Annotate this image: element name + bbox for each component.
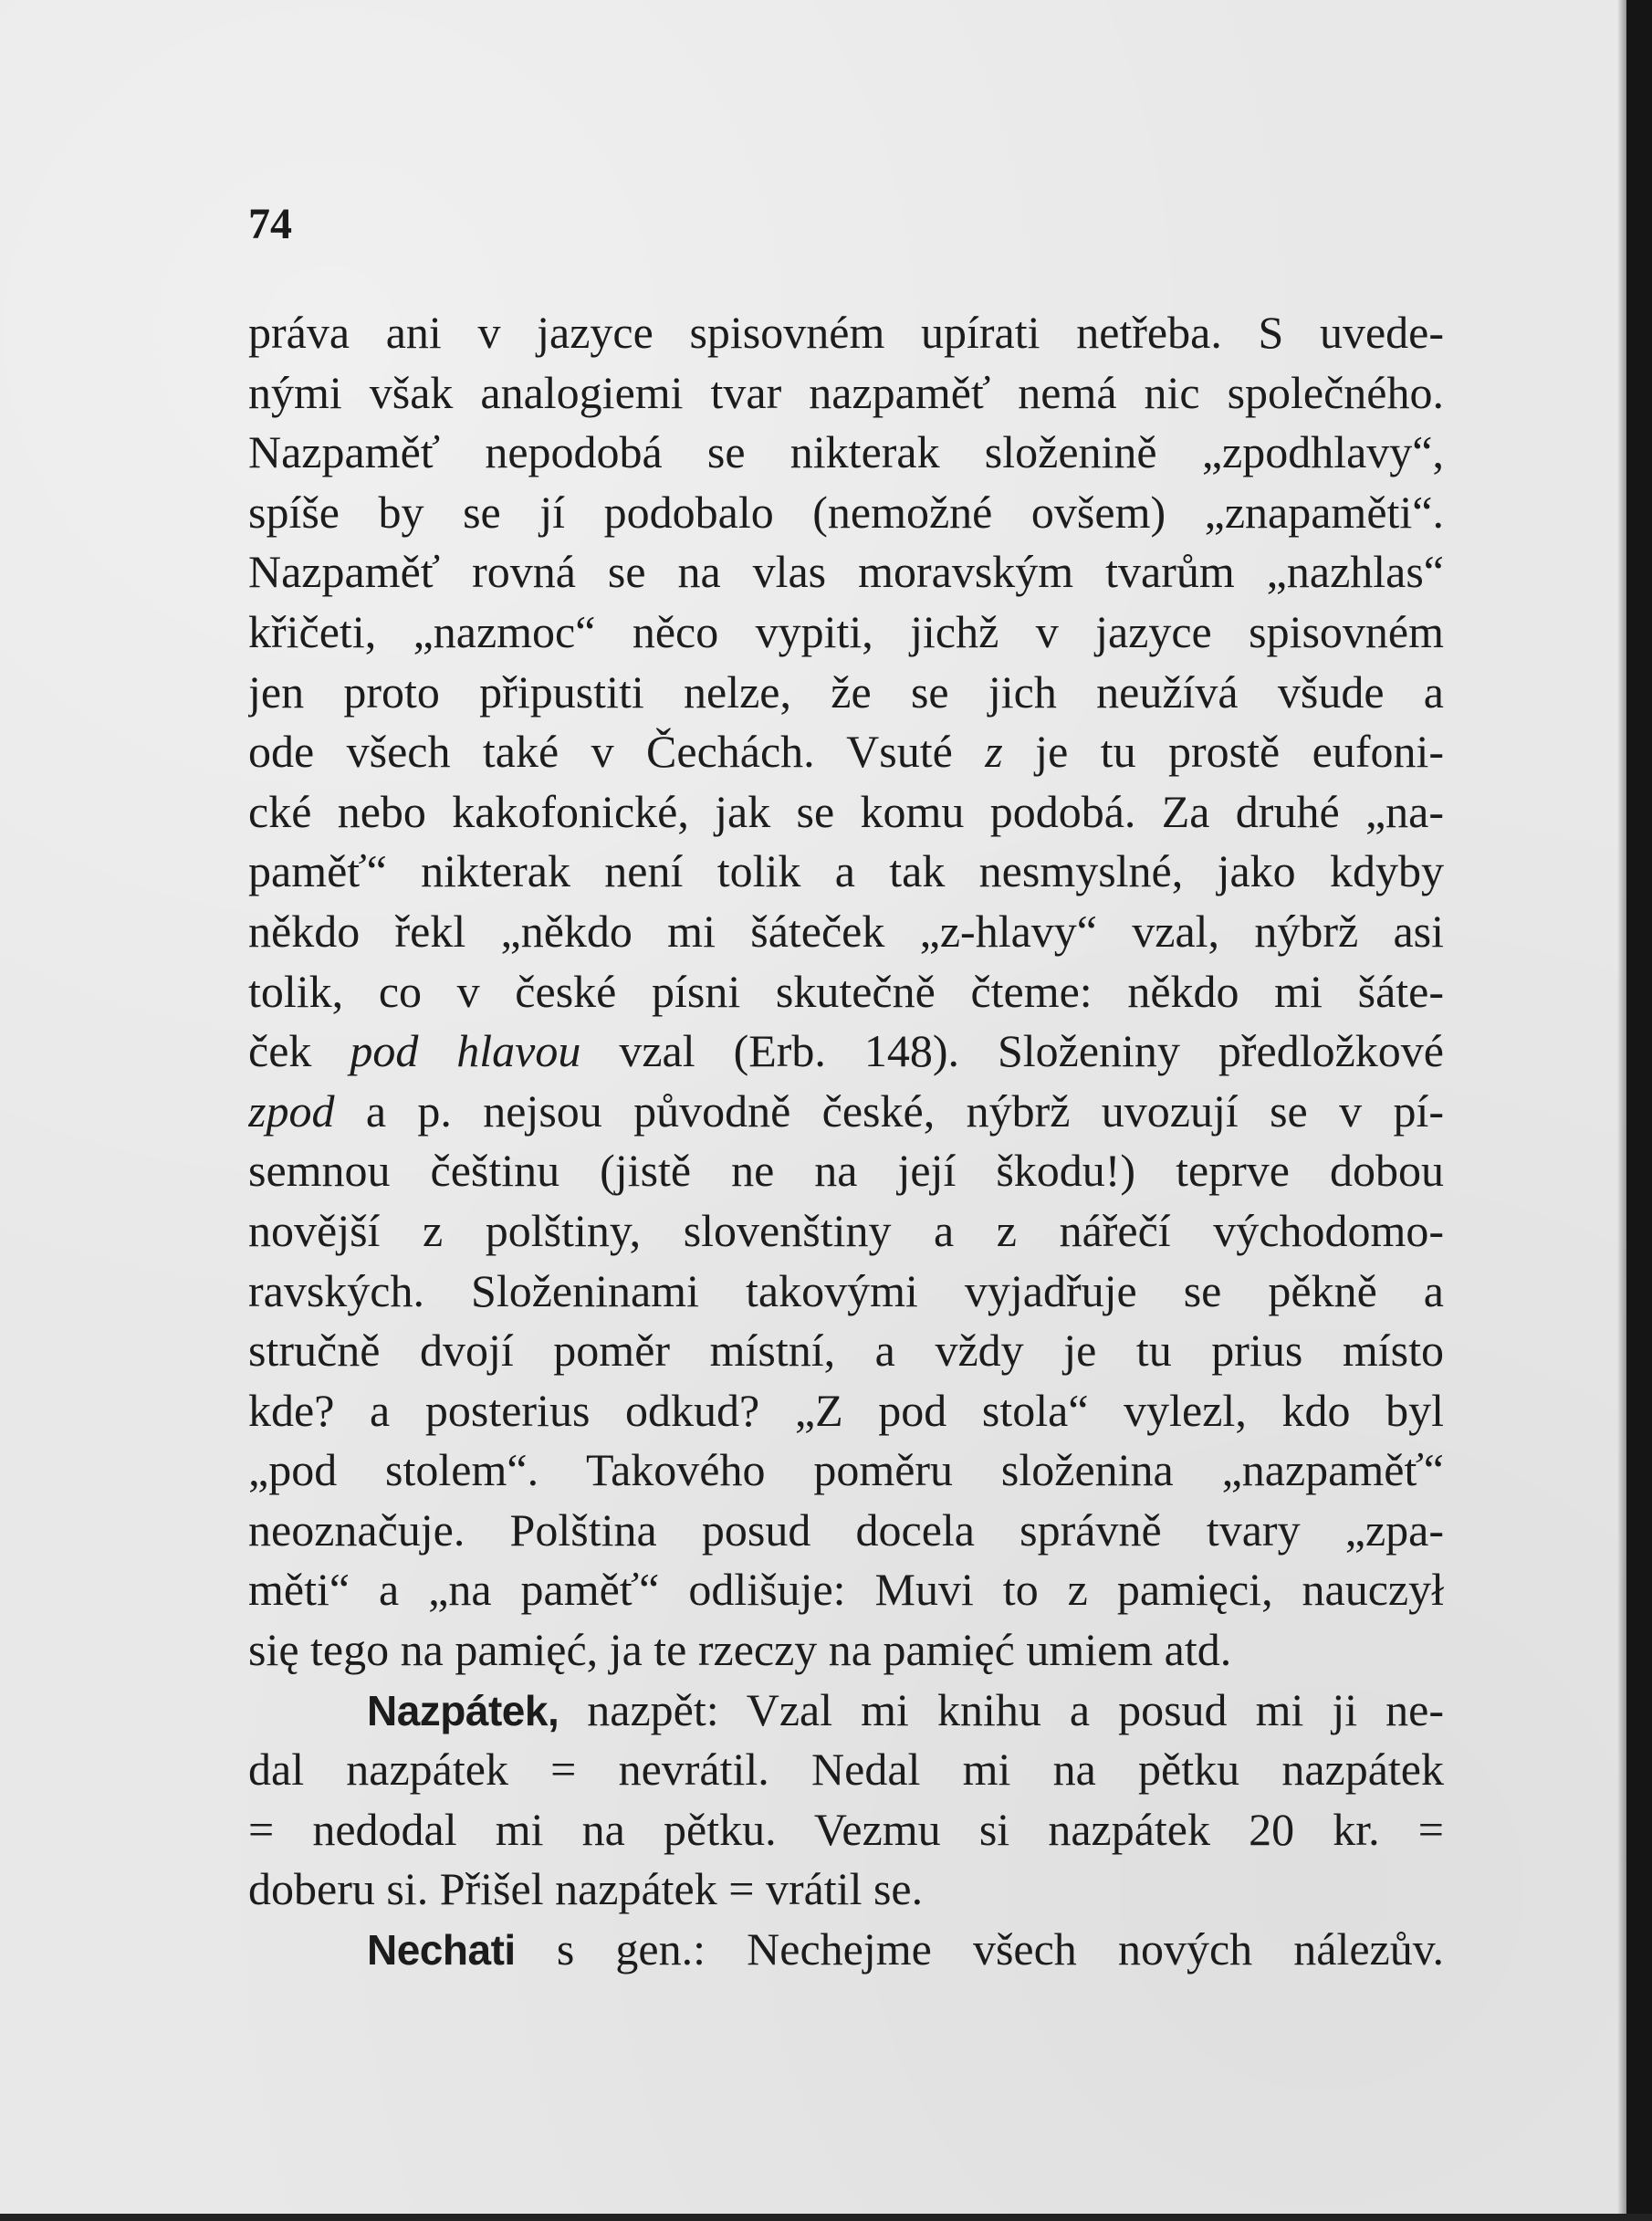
entry-headword: Nechati [367,1926,516,1975]
dictionary-entry-nazpatek [248,1681,1444,1741]
text-segment: s gen.: Nechejme všech nových nálezův. [556,1923,1444,1975]
text-line: měti“ a „na paměť“ odlišuje: Muvi to z pamięci, nauczył [248,1564,1444,1616]
text-line: spíše by se jí podobalo (nemožné ovšem) „znapaměti“. [248,486,1444,538]
text-line: kde? a posterius odkud? „Z pod stola“ vylezl, kdo byl [248,1384,1444,1436]
italic-term: z [985,726,1003,778]
text-line: práva ani v jazyce spisovném upírati netřeba. S uvede- [248,307,1444,358]
text-line: = nedodal mi na pětku. Vezmu si nazpátek 20 kr. = [248,1803,1444,1855]
text-line-with-italic [248,1021,1444,1082]
text-line: paměť“ nikterak není tolik a tak nesmyslné, jako kdyby [248,845,1444,897]
text-segment: je tu prostě eufoni- [1035,726,1444,778]
text-line: někdo řekl „někdo mi šáteček „z-hlavy“ vzal, nýbrž asi [248,905,1444,957]
book-spine [1626,0,1652,2221]
text-line: jen proto připustiti nelze, že se jich neužívá všude a [248,665,1444,718]
text-line: cké nebo kakofonické, jak se komu podobá. Za druhé „na- [248,785,1444,837]
italic-term: zpod [248,1084,335,1137]
text-line: stručně dvojí poměr místní, a vždy je tu prius místo [248,1325,1444,1377]
text-line-with-italic [248,1082,1444,1142]
text-line: semnou češtinu (jistě ne na její škodu!) teprve dobou [248,1145,1444,1197]
text-segment: nazpět: Vzal mi knihu a posud mi ji ne- [587,1683,1444,1735]
text-line: novější z polštiny, slovenštiny a z nářečí východomo- [248,1204,1444,1256]
text-segment: a p. nejsou původně české, nýbrž uvozují se v pí- [365,1084,1444,1137]
text-line: ravských. Složeninami takovými vyjadřuje se pěkně a [248,1264,1444,1316]
entry-headword: Nazpátek, [367,1686,559,1734]
text-line: „pod stolem“. Takového poměru složenina „nazpaměť“ [248,1444,1444,1496]
body-text [248,303,1444,1980]
text-line: dal nazpátek = nevrátil. Nedal mi na pětku nazpátek [248,1744,1444,1796]
page-number: 74 [248,200,292,248]
text-line: Nazpaměť nepodobá se nikterak složenině „zpodhlavy“, [248,426,1444,478]
text-segment: vzal (Erb. 148). Složeniny předložkové [619,1025,1444,1077]
text-line: nými však analogiemi tvar nazpaměť nemá nic společného. [248,366,1444,418]
page-bottom-edge [0,2214,1652,2221]
spine-shadow [1617,0,1626,2221]
text-line: tolik, co v české písni skutečně čteme: někdo mi šáte- [248,965,1444,1017]
text-line: Nazpaměť rovná se na vlas moravským tvarům „nazhlas“ [248,546,1444,598]
text-segment: ode všech také v Čechách. Vsuté [248,726,953,778]
dictionary-entry-nechati [248,1920,1444,1980]
text-line-with-italic [248,722,1444,782]
text-segment: ček [248,1025,312,1077]
text-line: się tego na pamięć, ja te rzeczy na pamięć umiem atd. [248,1624,1232,1676]
text-line: křičeti, „nazmoc“ něco vypiti, jichž v jazyce spisovném [248,605,1444,657]
text-line: doberu si. Přišel nazpátek = vrátil se. [248,1863,924,1915]
italic-term: pod hlavou [350,1025,581,1077]
text-line: neoznačuje. Polština posud docela správně tvary „zpa- [248,1503,1444,1556]
